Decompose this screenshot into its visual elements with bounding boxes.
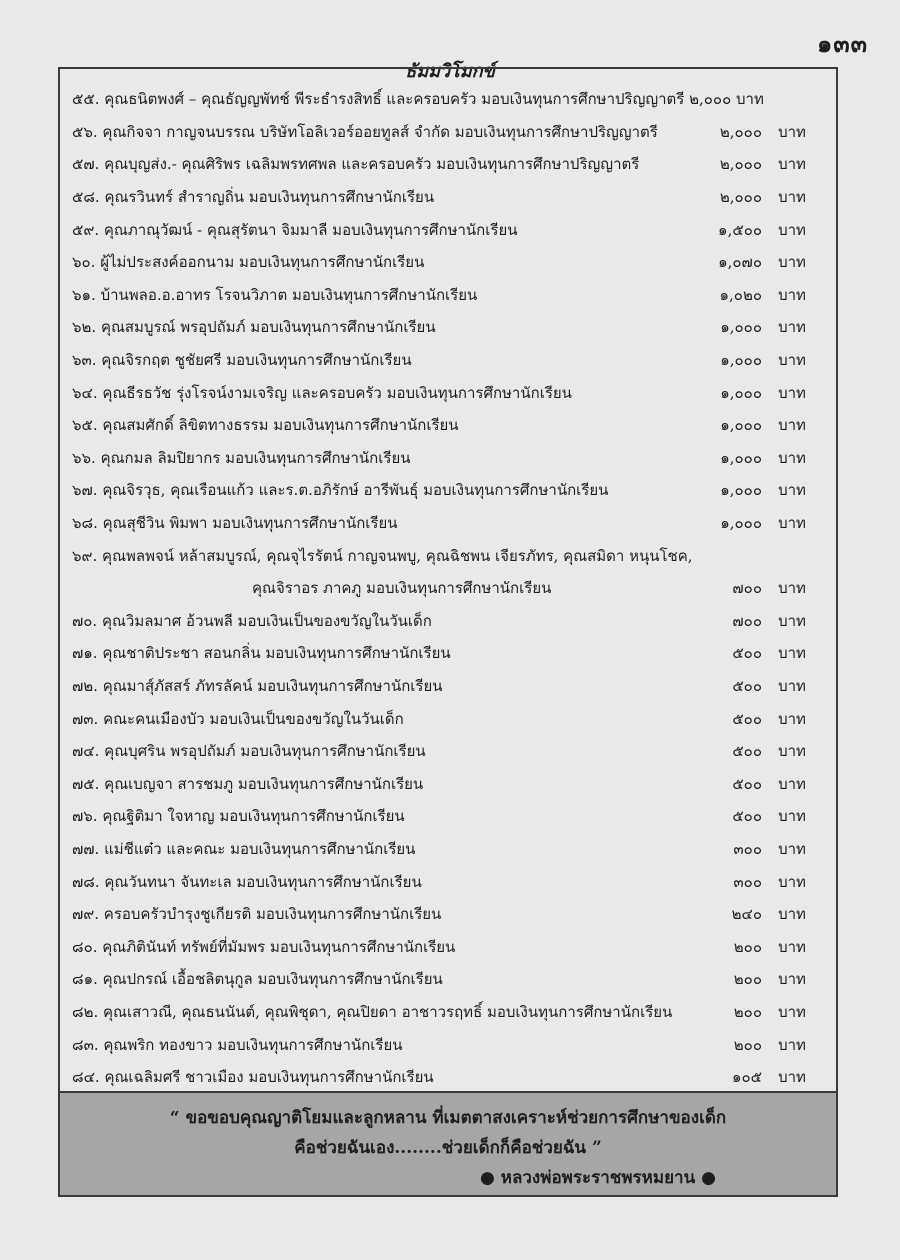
list-item [72, 670, 822, 703]
currency-unit: บาท [778, 807, 806, 826]
donation-amount: ๑,๐๐๐ [720, 383, 762, 402]
donation-amount: ๒๐๐ [733, 1002, 762, 1021]
donor-text: ๘๑. คุณปกรณ์ เอื้อชลิตนุกูล มอบเงินทุนการศึกษานักเรียน [72, 970, 443, 989]
donor-text: ๗๘. คุณวันทนา จันทะเล มอบเงินทุนการศึกษานักเรียน [72, 872, 422, 891]
donation-amount: ๑๐๕ [731, 1068, 762, 1087]
list-item [72, 572, 822, 605]
currency-unit: บาท [778, 1002, 806, 1021]
list-item [72, 767, 822, 800]
donation-amount: ๑,๐๐๐ [720, 351, 762, 370]
donor-text: ๖๖. คุณกมล ลิมปิยากร มอบเงินทุนการศึกษานักเรียน [72, 448, 411, 467]
donor-list [72, 83, 822, 1093]
donor-text: ๗๓. คณะคนเมืองบัว มอบเงินเป็นของขวัญในวันเด็ก [72, 709, 404, 728]
currency-unit: บาท [778, 514, 806, 533]
donor-text: ๕๘. คุณรวินทร์ สำราญถิ่น มอบเงินทุนการศึกษานักเรียน [72, 188, 435, 207]
currency-unit: บาท [778, 905, 806, 924]
list-item [72, 539, 822, 572]
currency-unit: บาท [778, 872, 806, 891]
list-item [72, 996, 822, 1029]
donation-amount: ๒,๐๐๐ [719, 122, 762, 141]
currency-unit: บาท [778, 839, 806, 858]
list-item [72, 279, 822, 312]
list-item [72, 702, 822, 735]
currency-unit: บาท [778, 188, 806, 207]
list-item [72, 116, 822, 149]
donor-text: ๖๘. คุณสุชีวิน พิมพา มอบเงินทุนการศึกษานักเรียน [72, 514, 398, 533]
donor-text: ๖๐. ผู้ไม่ประสงค์ออกนาม มอบเงินทุนการศึกษานักเรียน [72, 253, 425, 272]
donor-text: ๗๔. คุณบุศริน พรอุปถัมภ์ มอบเงินทุนการศึกษานักเรียน [72, 742, 426, 761]
donation-amount: ๗๐๐ [732, 611, 762, 630]
currency-unit: บาท [778, 676, 806, 695]
donor-text: ๕๗. คุณบุญส่ง.- คุณศิริพร เฉลิมพรทศพล และครอบครัว มอบเงินทุนการศึกษาปริญญาตรี [72, 155, 640, 174]
donor-text: ๖๑. บ้านพลอ.อ.อาทร โรจนวิภาต มอบเงินทุนการศึกษานักเรียน [72, 285, 478, 304]
list-item [72, 1061, 822, 1094]
currency-unit: บาท [778, 709, 806, 728]
quote-footer [60, 1091, 836, 1195]
donation-amount: ๑,๐๐๐ [720, 318, 762, 337]
currency-unit: บาท [778, 481, 806, 500]
donation-amount: ๕๐๐ [732, 709, 762, 728]
list-item [72, 474, 822, 507]
donor-list-frame [58, 67, 838, 1197]
list-item [72, 1028, 822, 1061]
donor-text: ๘๐. คุณภิตินันท์ ทรัพย์ที่มัมพร มอบเงินทุนการศึกษานักเรียน [72, 937, 456, 956]
quote-signature: ● หลวงพ่อพระราชพรหมยาน ● [480, 1168, 716, 1188]
list-item [72, 83, 822, 116]
list-item [72, 344, 822, 377]
donor-text: ๖๕. คุณสมศักดิ์ ลิขิตทางธรรม มอบเงินทุนการศึกษานักเรียน [72, 416, 459, 435]
donation-amount: ๒,๐๐๐ [719, 188, 762, 207]
donor-text: ๕๕. คุณธนิตพงศ์ – คุณธัญญพัทช์ พีระธำรงสิทธิ์ และครอบครัว มอบเงินทุนการศึกษาปริญญาตรี ๒,๐๐๐ บาท [72, 90, 764, 109]
donor-text: ๗๐. คุณวิมลมาศ อ้วนพลี มอบเงินเป็นของขวัญในวันเด็ก [72, 611, 432, 630]
donation-amount: ๑,๐๗๐ [718, 253, 762, 272]
donor-text: ๗๑. คุณชาติประชา สอนกลิ่น มอบเงินทุนการศึกษานักเรียน [72, 644, 451, 663]
donor-text: ๘๔. คุณเฉลิมศรี ชาวเมือง มอบเงินทุนการศึกษานักเรียน [72, 1068, 434, 1087]
quote-line-2: คือช่วยฉันเอง........ช่วยเด็กก็คือช่วยฉัน ” [294, 1138, 602, 1158]
currency-unit: บาท [778, 285, 806, 304]
donation-amount: ๑,๐๐๐ [720, 481, 762, 500]
list-item [72, 246, 822, 279]
list-item [72, 800, 822, 833]
donation-amount: ๒๐๐ [733, 1035, 762, 1054]
donation-amount: ๒๐๐ [733, 970, 762, 989]
list-item [72, 735, 822, 768]
donor-text: ๖๒. คุณสมบูรณ์ พรอุปถัมภ์ มอบเงินทุนการศึกษานักเรียน [72, 318, 436, 337]
donation-amount: ๕๐๐ [732, 742, 762, 761]
donation-amount: ๒๐๐ [733, 937, 762, 956]
currency-unit: บาท [778, 742, 806, 761]
donor-text: ๗๙. ครอบครัวบำรุงชูเกียรติ มอบเงินทุนการศึกษานักเรียน [72, 905, 442, 924]
list-item [72, 148, 822, 181]
list-item [72, 963, 822, 996]
donor-text: ๘๓. คุณพริก ทองขาว มอบเงินทุนการศึกษานักเรียน [72, 1035, 403, 1054]
currency-unit: บาท [778, 970, 806, 989]
donation-amount: ๗๐๐ [732, 579, 762, 598]
list-item [72, 605, 822, 638]
currency-unit: บาท [778, 611, 806, 630]
currency-unit: บาท [778, 155, 806, 174]
donation-amount: ๕๐๐ [732, 807, 762, 826]
donor-text: ๗๖. คุณฐิติมา ใจหาญ มอบเงินทุนการศึกษานักเรียน [72, 807, 405, 826]
currency-unit: บาท [778, 220, 806, 239]
list-item [72, 637, 822, 670]
donor-text: ๖๔. คุณธีรธวัช รุ่งโรจน์งามเจริญ และครอบครัว มอบเงินทุนการศึกษานักเรียน [72, 383, 572, 402]
currency-unit: บาท [778, 774, 806, 793]
currency-unit: บาท [778, 579, 806, 598]
donor-text: ๘๒. คุณเสาวณี, คุณธนนันต์, คุณพิชุดา, คุณปิยดา อาชาวรฤทธิ์ มอบเงินทุนการศึกษานักเรียน [72, 1002, 673, 1021]
list-item [72, 930, 822, 963]
list-item [72, 833, 822, 866]
list-item [72, 311, 822, 344]
donation-amount: ๓๐๐ [733, 872, 762, 891]
donor-text: ๗๒. คุณมาสุ์ภัสสร์ ภัทรลัคน์ มอบเงินทุนการศึกษานักเรียน [72, 676, 443, 695]
donation-amount: ๑,๐๒๐ [719, 285, 762, 304]
donor-text: ๖๙. คุณพลพจน์ หล้าสมบูรณ์, คุณจุไรรัตน์ กาญจนพบู, คุณฉิชพน เจียรภัทร, คุณสมิดา หนุนโชค, [72, 546, 693, 565]
list-item [72, 181, 822, 214]
donor-text: คุณจิราอร ภาคภู มอบเงินทุนการศึกษานักเรียน [252, 579, 552, 598]
currency-unit: บาท [778, 1068, 806, 1087]
donation-amount: ๓๐๐ [733, 839, 762, 858]
donation-amount: ๕๐๐ [732, 676, 762, 695]
donation-amount: ๒,๐๐๐ [719, 155, 762, 174]
donation-amount: ๕๐๐ [732, 644, 762, 663]
list-item [72, 442, 822, 475]
donor-text: ๖๓. คุณจิรกฤต ชูชัยศรี มอบเงินทุนการศึกษานักเรียน [72, 351, 412, 370]
currency-unit: บาท [778, 122, 806, 141]
currency-unit: บาท [778, 644, 806, 663]
donor-text: ๖๗. คุณจิรวุธ, คุณเรือนแก้ว และร.ต.อภิรักษ์ อารีพันธุ์ มอบเงินทุนการศึกษานักเรียน [72, 481, 609, 500]
currency-unit: บาท [778, 351, 806, 370]
donor-text: ๗๕. คุณเบญจา สารชมภู มอบเงินทุนการศึกษานักเรียน [72, 774, 424, 793]
quote-line-1: “ ขอขอบคุณญาติโยมและลูกหลาน ที่เมตตาสงเคราะห์ช่วยการศึกษาของเด็ก [169, 1108, 727, 1128]
donor-text: ๗๗. แม่ชีแต๋ว และคณะ มอบเงินทุนการศึกษานักเรียน [72, 839, 416, 858]
list-item [72, 507, 822, 540]
currency-unit: บาท [778, 383, 806, 402]
donor-text: ๕๖. คุณกิจจา กาญจนบรรณ บริษัทโอลิเวอร์ออยทูลส์ จำกัด มอบเงินทุนการศึกษาปริญญาตรี [72, 122, 658, 141]
currency-unit: บาท [778, 937, 806, 956]
donation-amount: ๑,๐๐๐ [720, 416, 762, 435]
donation-amount: ๑,๕๐๐ [718, 220, 762, 239]
currency-unit: บาท [778, 253, 806, 272]
list-item [72, 898, 822, 931]
donation-amount: ๑,๐๐๐ [720, 448, 762, 467]
list-item [72, 865, 822, 898]
donation-amount: ๒๔๐ [731, 905, 762, 924]
currency-unit: บาท [778, 318, 806, 337]
currency-unit: บาท [778, 448, 806, 467]
list-item [72, 409, 822, 442]
page-number: ๑๓๓ [816, 29, 868, 58]
donation-amount: ๑,๐๐๐ [720, 514, 762, 533]
currency-unit: บาท [778, 1035, 806, 1054]
donor-text: ๕๙. คุณภาณุวัฒน์ - คุณสุรัตนา จิมมาลี มอบเงินทุนการศึกษานักเรียน [72, 220, 518, 239]
section-title: ธัมมวิโมกข์ [395, 61, 505, 82]
list-item [72, 376, 822, 409]
donation-amount: ๕๐๐ [732, 774, 762, 793]
currency-unit: บาท [778, 416, 806, 435]
list-item [72, 213, 822, 246]
